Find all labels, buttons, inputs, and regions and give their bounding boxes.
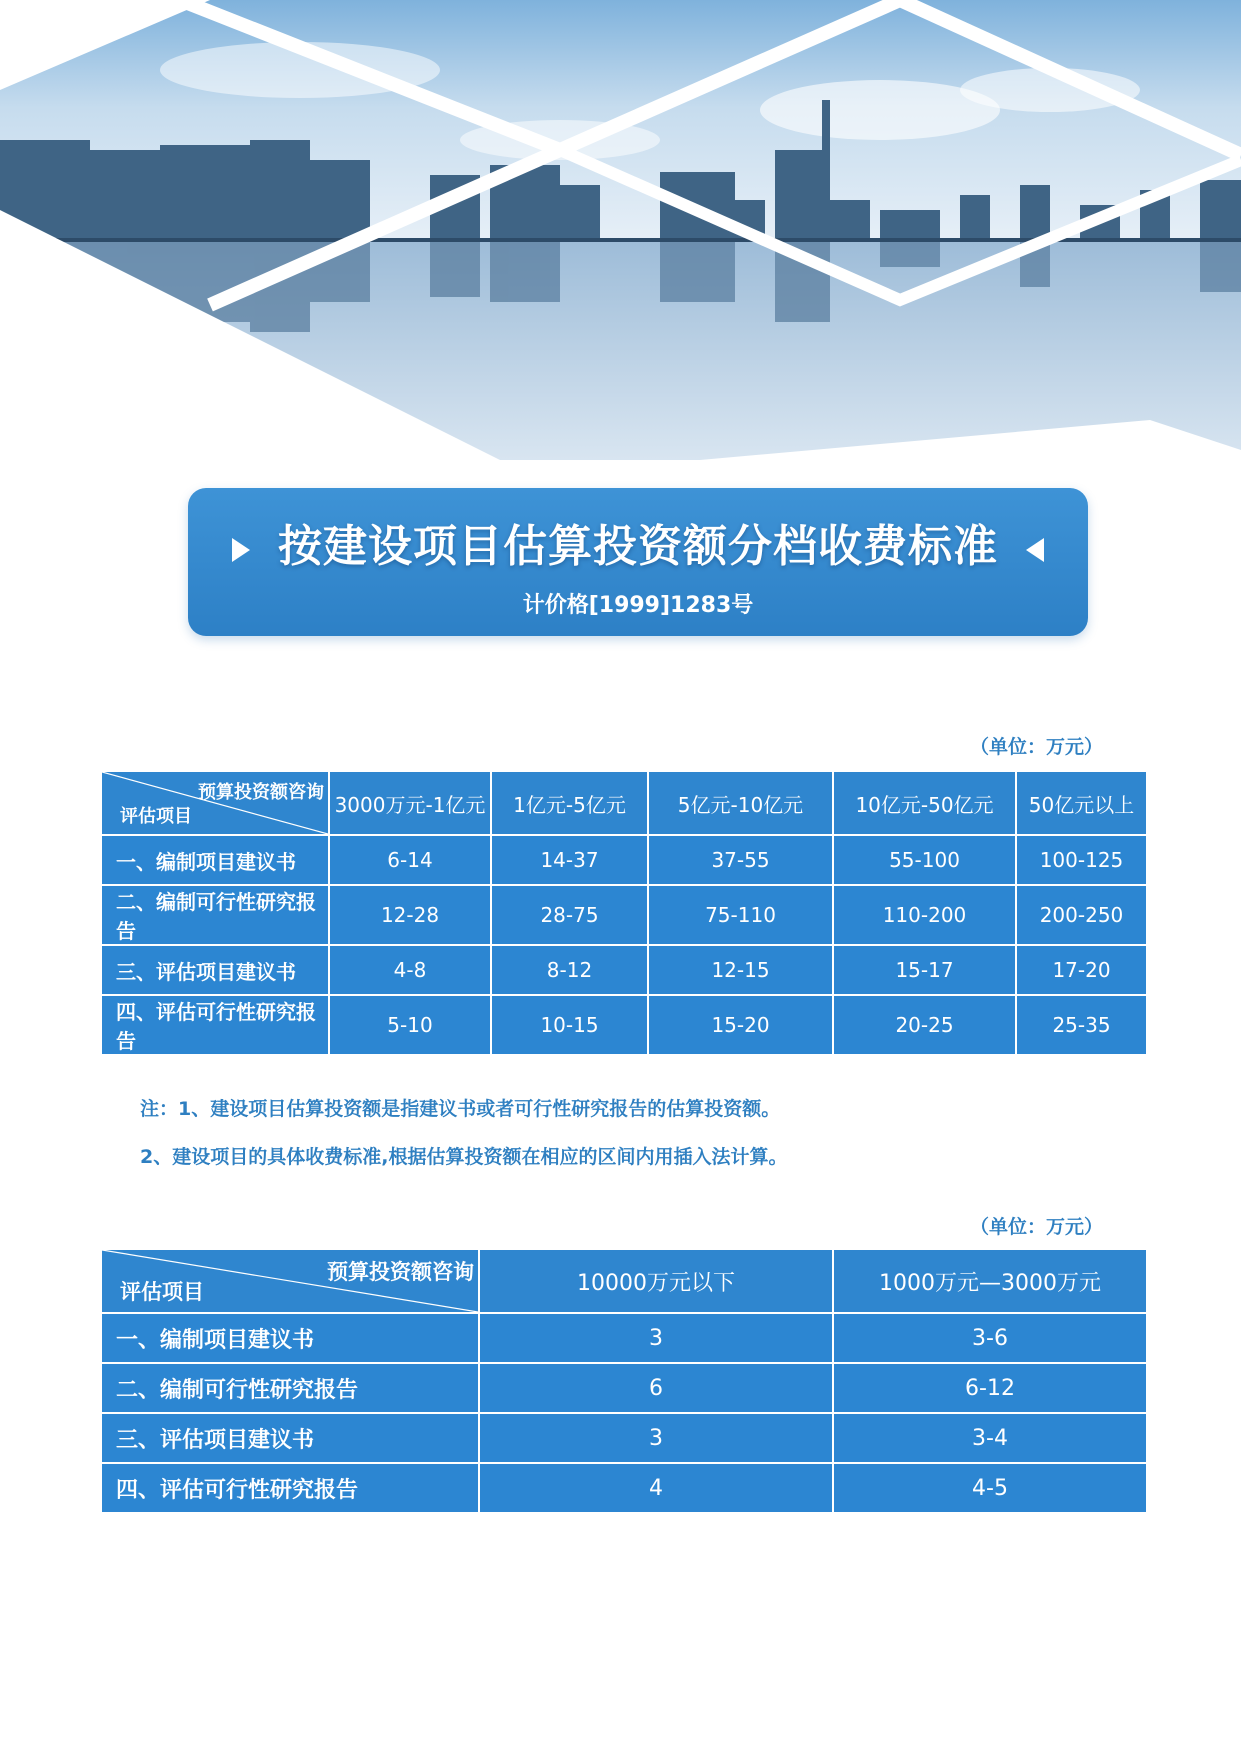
table-cell: 75-110 bbox=[648, 885, 833, 945]
table-cell: 100-125 bbox=[1016, 835, 1147, 885]
column-header: 10亿元-50亿元 bbox=[833, 771, 1016, 835]
table-cell: 12-15 bbox=[648, 945, 833, 995]
table-cell: 8-12 bbox=[491, 945, 648, 995]
row-label: 三、评估项目建议书 bbox=[101, 1413, 479, 1463]
diag-header-bottom: 评估项目 bbox=[120, 806, 192, 827]
table-cell: 12-28 bbox=[329, 885, 491, 945]
footnote: 2、建设项目的具体收费标准,根据估算投资额在相应的区间内用插入法计算。 bbox=[140, 1146, 788, 1168]
table-cell: 20-25 bbox=[833, 995, 1016, 1055]
table-row bbox=[101, 885, 1147, 945]
row-label: 一、编制项目建议书 bbox=[101, 1313, 479, 1363]
table-cell: 3-6 bbox=[833, 1313, 1147, 1363]
table-cell: 6-12 bbox=[833, 1363, 1147, 1413]
table-cell: 4-8 bbox=[329, 945, 491, 995]
table-cell: 17-20 bbox=[1016, 945, 1147, 995]
table-cell: 6 bbox=[479, 1363, 833, 1413]
row-label: 四、评估可行性研究报告 bbox=[101, 1463, 479, 1513]
page-title: 按建设项目估算投资额分档收费标准 bbox=[278, 521, 998, 572]
table-header-row bbox=[101, 1249, 1147, 1313]
table-cell: 37-55 bbox=[648, 835, 833, 885]
skyline-hero-image bbox=[0, 0, 1241, 460]
column-header: 1000万元—3000万元 bbox=[833, 1249, 1147, 1313]
table-row bbox=[101, 1413, 1147, 1463]
table-row bbox=[101, 995, 1147, 1055]
table-row bbox=[101, 1313, 1147, 1363]
table-cell: 10-15 bbox=[491, 995, 648, 1055]
column-header: 1亿元-5亿元 bbox=[491, 771, 648, 835]
table-row bbox=[101, 1363, 1147, 1413]
table-cell: 3 bbox=[479, 1313, 833, 1363]
row-label: 二、编制可行性研究报告 bbox=[101, 885, 329, 945]
unit-label: （单位：万元） bbox=[969, 1216, 1103, 1238]
diagonal-header-cell bbox=[101, 1249, 479, 1313]
table-cell: 15-20 bbox=[648, 995, 833, 1055]
table-cell: 14-37 bbox=[491, 835, 648, 885]
table-cell: 55-100 bbox=[833, 835, 1016, 885]
column-header: 3000万元-1亿元 bbox=[329, 771, 491, 835]
title-banner bbox=[188, 488, 1088, 636]
table-cell: 3 bbox=[479, 1413, 833, 1463]
column-header: 50亿元以上 bbox=[1016, 771, 1147, 835]
diag-header-top: 预算投资额咨询 bbox=[198, 782, 324, 803]
table-cell: 5-10 bbox=[329, 995, 491, 1055]
table-cell: 25-35 bbox=[1016, 995, 1147, 1055]
table-cell: 15-17 bbox=[833, 945, 1016, 995]
table-cell: 28-75 bbox=[491, 885, 648, 945]
triangle-left-icon bbox=[1024, 536, 1046, 564]
row-label: 三、评估项目建议书 bbox=[101, 945, 329, 995]
row-label: 四、评估可行性研究报告 bbox=[101, 995, 329, 1055]
table-cell: 4-5 bbox=[833, 1463, 1147, 1513]
table-cell: 200-250 bbox=[1016, 885, 1147, 945]
table-cell: 4 bbox=[479, 1463, 833, 1513]
table-header-row bbox=[101, 771, 1147, 835]
fee-table-small-investment bbox=[100, 1248, 1148, 1514]
column-header: 10000万元以下 bbox=[479, 1249, 833, 1313]
diag-header-bottom: 评估项目 bbox=[120, 1280, 204, 1304]
row-label: 一、编制项目建议书 bbox=[101, 835, 329, 885]
row-label: 二、编制可行性研究报告 bbox=[101, 1363, 479, 1413]
table-cell: 3-4 bbox=[833, 1413, 1147, 1463]
table-row bbox=[101, 945, 1147, 995]
diag-header-top: 预算投资额咨询 bbox=[327, 1260, 474, 1284]
table-cell: 110-200 bbox=[833, 885, 1016, 945]
footnote: 注：1、建设项目估算投资额是指建议书或者可行性研究报告的估算投资额。 bbox=[140, 1098, 781, 1120]
column-header: 5亿元-10亿元 bbox=[648, 771, 833, 835]
table-cell: 6-14 bbox=[329, 835, 491, 885]
unit-label: （单位：万元） bbox=[969, 736, 1103, 758]
table-row bbox=[101, 835, 1147, 885]
page-subtitle: 计价格[1999]1283号 bbox=[522, 593, 754, 618]
diagonal-header-cell bbox=[101, 771, 329, 835]
fee-table-large-investment bbox=[100, 770, 1148, 1056]
table-row bbox=[101, 1463, 1147, 1513]
